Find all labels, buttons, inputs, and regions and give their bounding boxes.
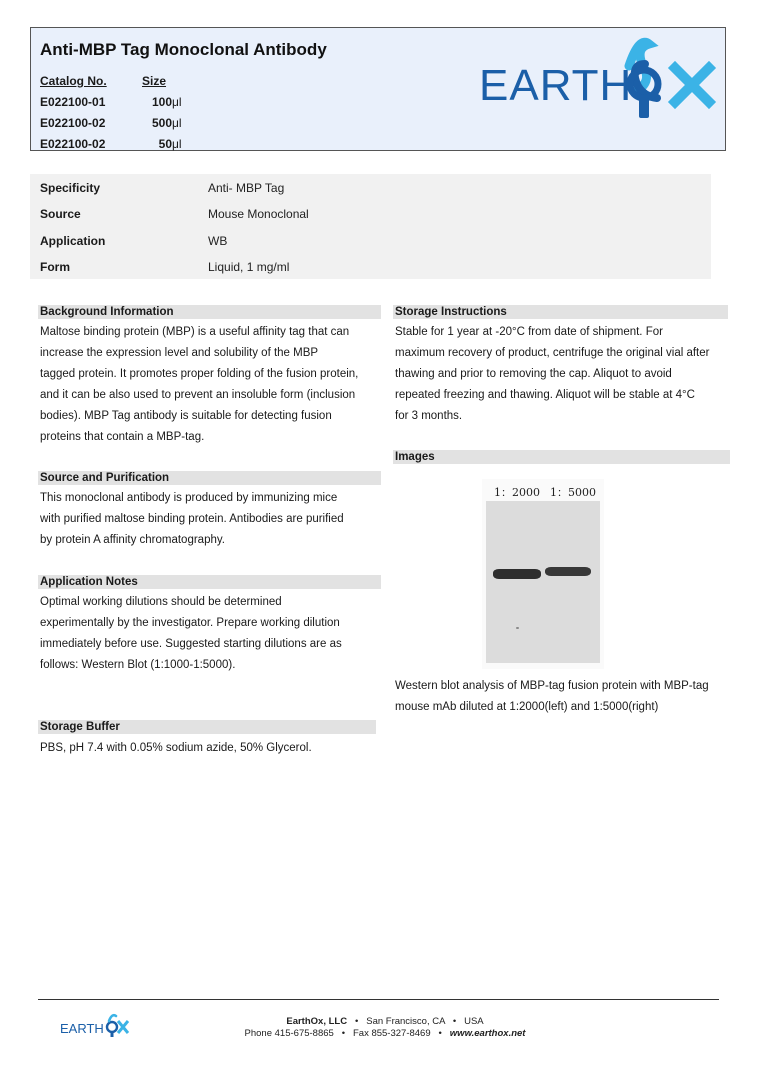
purification-text: This monoclonal antibody is produced by immunizing mice with purified maltose binding protein. Antibodies are purified by protein A affinity chromatography. xyxy=(40,492,344,546)
spec-row-form xyxy=(40,260,289,276)
background-text: Maltose binding protein (MBP) is a useful affinity tag that can increase the expression level and solubility of the MBP tagged protein. It promotes proper folding of the fusion protein, and it can be also used to prevent an insoluble form (inclusion bodies). MBP Tag antibody is suitable for detecting fusion proteins that contain a MBP-tag. xyxy=(40,326,359,443)
size-unit: μl xyxy=(172,116,182,130)
spec-value: Liquid, 1 mg/ml xyxy=(208,260,290,274)
catalog-row xyxy=(40,95,202,116)
footer-company: EarthOx, LLC xyxy=(286,1016,348,1027)
spec-value: Mouse Monoclonal xyxy=(208,207,309,221)
specification-table xyxy=(30,174,711,279)
footer-city: San Francisco, CA xyxy=(366,1016,445,1027)
spec-row-source xyxy=(40,207,309,223)
catalog-number: E022100-02 xyxy=(40,116,106,130)
spec-value: Anti- MBP Tag xyxy=(208,181,285,195)
blot-band xyxy=(493,569,541,579)
spec-key: Application xyxy=(40,234,106,248)
size-value: 50 xyxy=(158,137,172,151)
size-value: 100 xyxy=(151,95,172,109)
spec-row-application xyxy=(40,234,227,250)
catalog-header: Catalog No. xyxy=(40,74,107,88)
footer-website-link[interactable]: www.earthox.net xyxy=(449,1028,526,1039)
size-unit: μl xyxy=(172,95,182,109)
lane-label: 1：5000 xyxy=(550,486,596,499)
catalog-number: E022100-01 xyxy=(40,95,106,109)
footer-country: USA xyxy=(464,1016,484,1027)
ox-mark-icon xyxy=(629,42,709,118)
logo-wordmark: EARTH xyxy=(479,61,633,110)
size-unit: μl xyxy=(172,137,182,151)
catalog-table xyxy=(40,74,202,158)
application-notes-text: Optimal working dilutions should be determined experimentally by the investigator. Prepare working dilution immediately before use. Suggested starting dilutions are as follows: Western Blot (1:1000-1:5000). xyxy=(40,596,342,671)
background-heading: Background Information xyxy=(38,305,381,319)
storage-instructions-heading: Storage Instructions xyxy=(393,305,728,319)
western-blot-image xyxy=(482,479,604,669)
catalog-table-header xyxy=(40,74,202,95)
spec-key: Form xyxy=(40,260,70,274)
product-title: Anti-MBP Tag Monoclonal Antibody xyxy=(40,40,327,59)
application-notes-heading: Application Notes xyxy=(38,575,381,589)
spec-row-specificity xyxy=(40,181,284,197)
footer-earthox-logo xyxy=(60,1013,130,1039)
purification-heading: Source and Purification xyxy=(38,471,381,485)
images-heading: Images xyxy=(393,450,730,464)
footer-contact-line: Phone 415-675-8865 • Fax 855-327-8469 • www.earthox.net xyxy=(244,1028,526,1039)
size-value: 500 xyxy=(151,116,172,130)
product-header xyxy=(30,27,726,151)
image-caption: Western blot analysis of MBP-tag fusion protein with MBP-tag mouse mAb diluted at 1:2000(left) and 1:5000(right) xyxy=(395,680,709,713)
footer-divider xyxy=(38,999,719,1000)
spec-key: Source xyxy=(40,207,81,221)
storage-buffer-text: PBS, pH 7.4 with 0.05% sodium azide, 50% Glycerol. xyxy=(40,742,312,754)
size-header: Size xyxy=(142,74,167,88)
storage-buffer-heading: Storage Buffer xyxy=(38,720,376,734)
lane-label: 1：2000 xyxy=(494,486,540,499)
catalog-row xyxy=(40,116,202,137)
footer-logo-wordmark: EARTH xyxy=(60,1021,104,1036)
earthox-logo xyxy=(479,36,719,126)
catalog-row xyxy=(40,137,202,158)
footer-ox-mark-icon xyxy=(107,1015,128,1037)
blot-speck xyxy=(516,627,519,629)
catalog-number: E022100-02 xyxy=(40,137,106,151)
spec-value: WB xyxy=(208,234,228,248)
blot-membrane xyxy=(486,501,600,663)
footer-fax: Fax 855-327-8469 xyxy=(352,1028,431,1039)
footer-phone: Phone 415-675-8865 xyxy=(244,1028,334,1039)
blot-band xyxy=(545,567,591,576)
spec-key: Specificity xyxy=(40,181,101,195)
storage-instructions-text: Stable for 1 year at -20°C from date of shipment. For maximum recovery of product, centrifuge the original vial after thawing and prior to removing the cap. Aliquot to avoid repeated freezing and thawing. Aliquot will be stable at 4°C for 3 months. xyxy=(395,326,710,422)
footer-address-line: EarthOx, LLC • San Francisco, CA • USA xyxy=(286,1016,484,1027)
